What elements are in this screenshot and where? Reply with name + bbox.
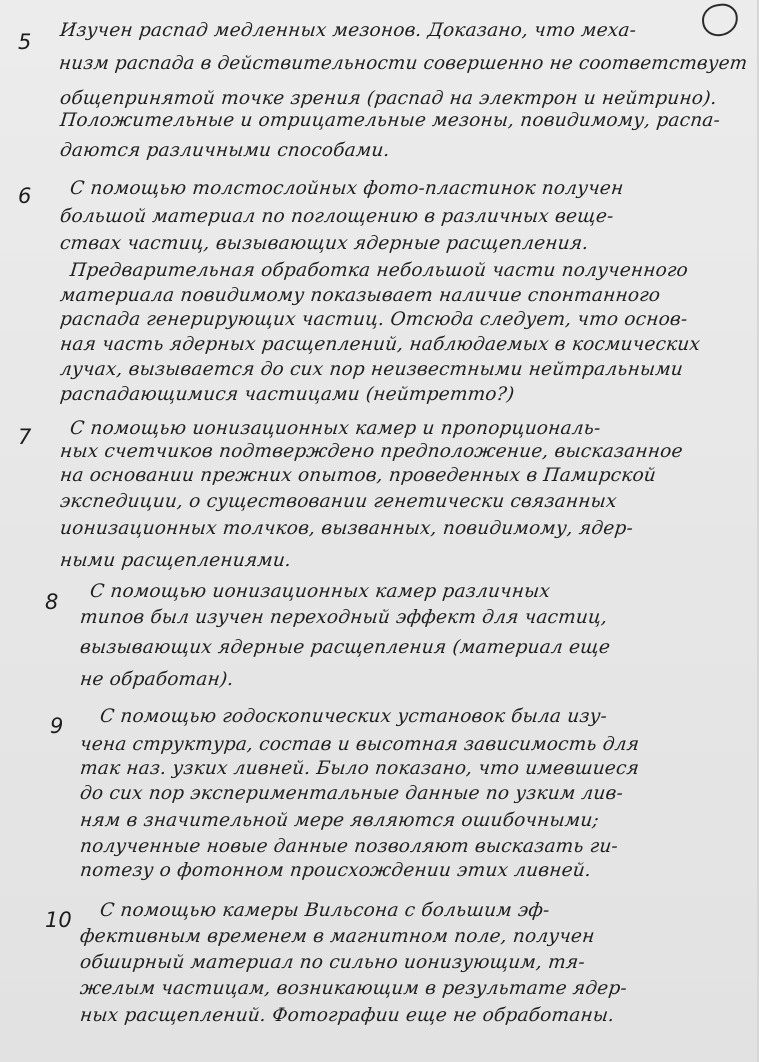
text-line: до сих пор экспериментальные данные по узким лив- [78, 783, 625, 804]
text-line: ная часть ядерных расщеплений, наблюдаемых в космических [58, 334, 702, 355]
item-number: 7 [18, 425, 32, 449]
text-line: потезу о фотонном происхождении этих ливней. [78, 860, 593, 881]
item-number: 6 [18, 184, 32, 208]
text-line: ням в значительной мере являются ошибочными; [78, 810, 601, 831]
item-number: 10 [45, 908, 72, 932]
text-line: вызывающих ядерные расщепления (материал еще [78, 637, 612, 658]
text-line: С помощью годоскопических установок была изу- [98, 706, 609, 727]
text-line: на основании прежних опытов, проведенных в Памирской [58, 465, 658, 486]
item-number: 5 [18, 30, 32, 54]
text-line: чена структура, состав и высотная зависимость для [78, 734, 641, 755]
text-line: экспедиции, о существовании генетически связанных [58, 491, 618, 512]
text-line: фективным временем в магнитном поле, получен [78, 926, 596, 947]
text-line: материала повидимому показывает наличие спонтанного [58, 285, 662, 306]
text-line: общепринятой точке зрения (распад на электрон и нейтрино). [58, 88, 718, 109]
text-line: так наз. узких ливней. Было показано, что имевшиеся [78, 758, 641, 779]
text-line: С помощью толстослойных фото-пластинок получен [68, 178, 625, 199]
text-line: полученные новые данные позволяют высказать ги- [78, 836, 620, 857]
text-line: лучах, вызывается до сих пор неизвестными нейтральными [58, 359, 685, 380]
item-number: 8 [45, 590, 59, 614]
text-line: даются различными способами. [58, 140, 391, 161]
text-line: распада генерирующих частиц. Отсюда следует, что основ- [58, 309, 689, 330]
text-line: большой материал по поглощению в различных веще- [58, 206, 615, 227]
text-line: С помощью ионизационных камер различных [88, 581, 552, 602]
text-line: С помощью ионизационных камер и пропорциональ- [68, 418, 602, 439]
text-line: Положительные и отрицательные мезоны, повидимому, распа- [58, 110, 722, 131]
text-line: ствах частиц, вызывающих ядерные расщепления. [58, 233, 590, 254]
text-line: ных расщеплений. Фотографии еще не обработаны. [78, 1005, 616, 1026]
text-line: Предварительная обработка небольшой части полученного [68, 260, 690, 281]
text-line: не обработан). [78, 669, 235, 690]
item-number: 9 [50, 714, 64, 738]
text-line: типов был изучен переходный эффект для частиц, [78, 607, 609, 628]
text-line: обширный материал по сильно ионизующим, тя- [78, 952, 586, 973]
circled-page-mark [700, 2, 740, 39]
text-line: Изучен распад медленных мезонов. Доказано, что меха- [58, 20, 638, 41]
text-line: ионизационных толчков, вызванных, повидимому, ядер- [58, 518, 635, 539]
text-line: С помощью камеры Вильсона с большим эф- [98, 900, 551, 921]
text-line: ных счетчиков подтверждено предположение, высказанное [58, 441, 684, 462]
text-line: низм распада в действительности совершенно не соответствует [58, 53, 749, 74]
text-line: ными расщеплениями. [58, 550, 293, 571]
text-line: распадающимися частицами (нейтретто?) [58, 384, 516, 405]
text-line: желым частицам, возникающим в результате ядер- [78, 978, 629, 999]
